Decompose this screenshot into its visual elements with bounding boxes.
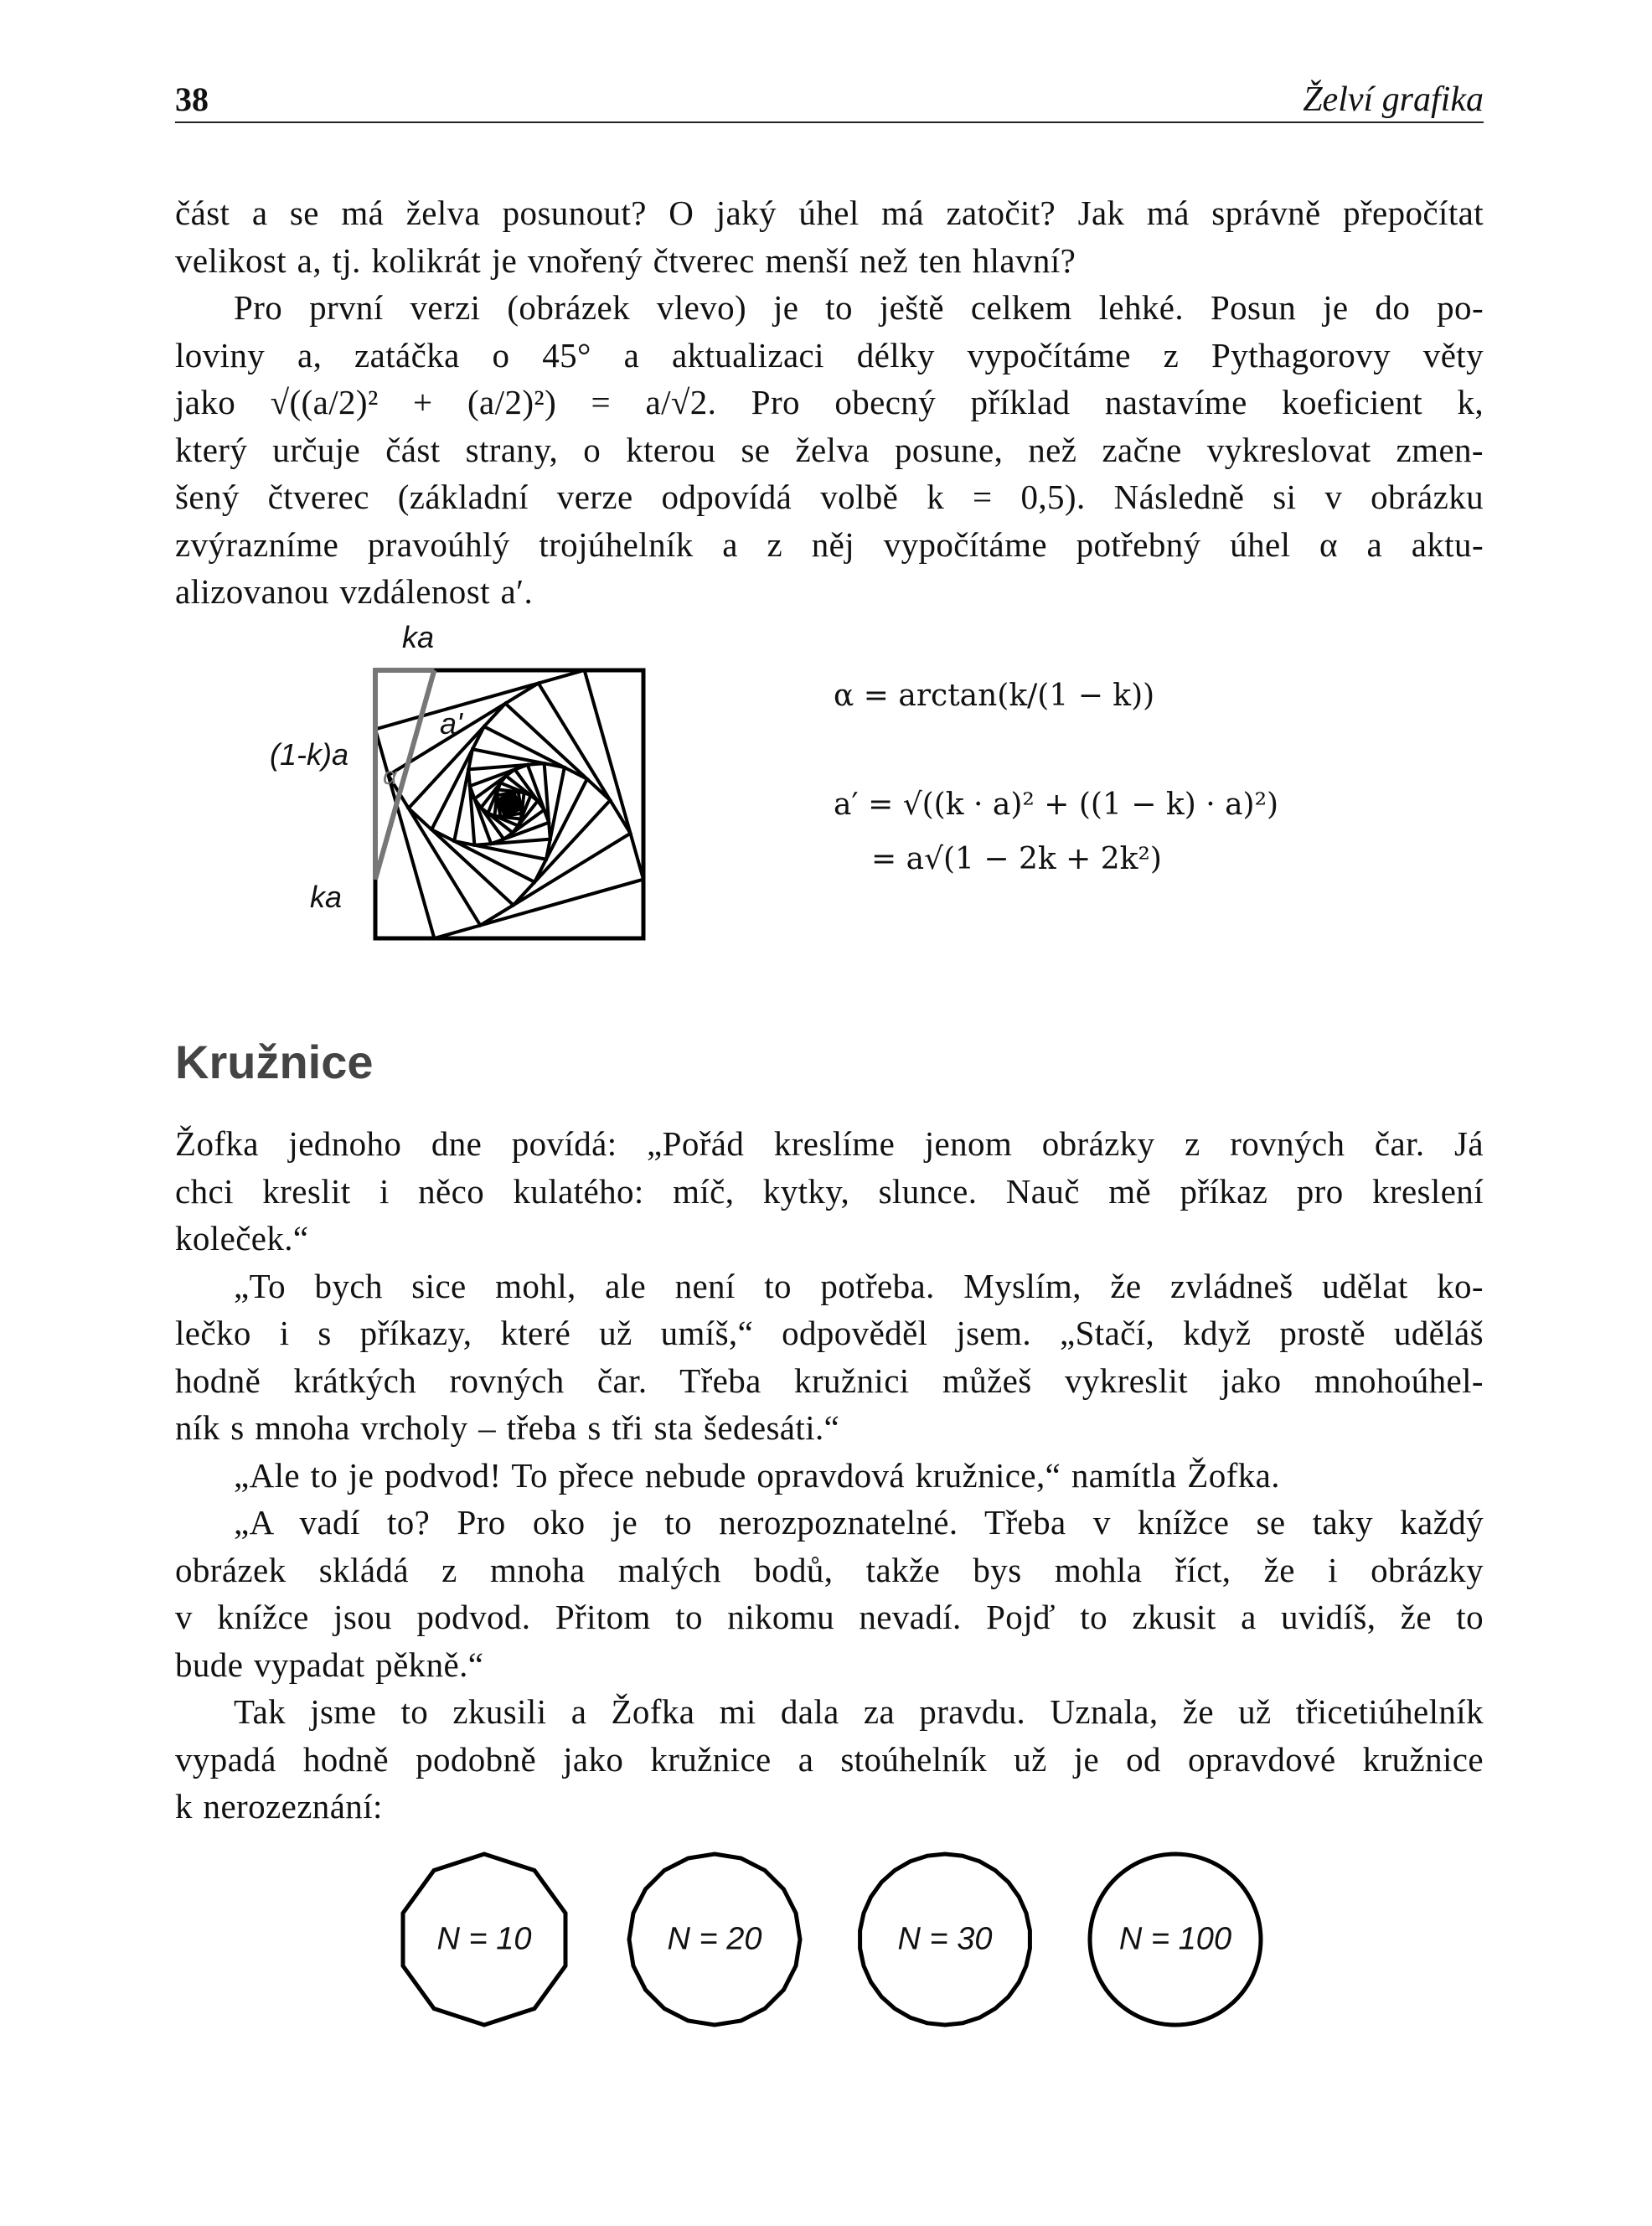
text-line: Žofka jednoho dne povídá: „Pořád kreslíme jenom obrázky z rovných čar. Já: [175, 1124, 1484, 1163]
text-line: velikost a, tj. kolikrát je vnořený čtverec menší než ten hlavní?: [175, 240, 1076, 280]
label-ka-top: ka: [402, 620, 435, 654]
text-line: Pro první verzi (obrázek vlevo) je to ještě celkem lehké. Posun je do po-: [234, 288, 1484, 327]
text-line: „A vadí to? Pro oko je to nerozpoznatelné. Třeba v knížce se taky každý: [234, 1503, 1484, 1542]
text-line: obrázek skládá z mnoha malých bodů, takže bys mohla říct, že i obrázky: [175, 1550, 1484, 1589]
text-line: jako √((a/2)² + (a/2)²) = a/√2. Pro obecný příklad nastavíme koeficient k,: [175, 383, 1484, 421]
text-line: k nerozeznání:: [175, 1787, 383, 1826]
text-line: „Ale to je podvod! To přece nebude opravdová kružnice,“ namítla Žofka.: [234, 1455, 1280, 1495]
polygon-label: N = 20: [667, 1921, 762, 1957]
section-title: Kružnice: [175, 1036, 374, 1088]
text-line: „To bych sice mohl, ale není to potřeba. Myslím, že zvládneš udělat ko-: [234, 1266, 1484, 1305]
text-line: bude vypadat pěkně.“: [175, 1645, 484, 1684]
polygon-figures: [0, 1826, 1652, 2061]
formula-a-prime: a′ = √((k · a)² + ((1 − k) · a)²): [834, 788, 1279, 822]
polygon-label: N = 30: [897, 1921, 993, 1957]
running-header: [175, 80, 1484, 123]
text-line: zvýrazníme pravoúhlý trojúhelník a z něj vypočítáme potřebný úhel α a aktu-: [175, 524, 1484, 564]
spiral-squares-figure: [251, 620, 687, 958]
formula-a-prime-simplified: = a√(1 − 2k + 2k²): [871, 842, 1162, 876]
text-line: šený čtverec (základní verze odpovídá volbě k = 0,5). Následně si v obrázku: [175, 478, 1484, 516]
text-line: lečko i s příkazy, které už umíš,“ odpověděl jsem. „Stačí, když prostě uděláš: [175, 1314, 1484, 1352]
page-number: 38: [175, 80, 209, 118]
text-line: koleček.“: [175, 1219, 309, 1258]
text-line: v knížce jsou podvod. Přitom to nikomu nevadí. Pojď to zkusit a uvidíš, že to: [175, 1598, 1484, 1636]
text-line: část a se má želva posunout? O jaký úhel má zatočit? Jak má správně přepočítat: [175, 194, 1484, 232]
text-line: Tak jsme to zkusili a Žofka mi dala za pravdu. Uznala, že už třicetiúhelník: [234, 1692, 1484, 1731]
text-line: hodně krátkých rovných čar. Třeba kružnici můžeš vykreslit jako mnohoúhel-: [175, 1361, 1484, 1400]
polygon-label: N = 100: [1118, 1921, 1232, 1957]
text-line: vypadá hodně podobně jako kružnice a stoúhelník už je od opravdové kružnice: [175, 1739, 1484, 1779]
text-line: ník s mnoha vrcholy – třeba s tři sta šedesáti.“: [175, 1408, 840, 1447]
text-line: který určuje část strany, o kterou se želva posune, než začne vykreslovat zmen-: [175, 430, 1484, 469]
text-line: loviny a, zatáčka o 45° a aktualizaci délky vypočítáme z Pythagorovy věty: [175, 335, 1484, 374]
label-a-prime: a': [440, 706, 462, 741]
label-1-k-a: (1-k)a: [270, 737, 349, 772]
label-ka-bottom: ka: [310, 880, 343, 914]
polygon-label: N = 10: [436, 1921, 532, 1957]
text-line: alizovanou vzdálenost a′.: [175, 572, 534, 611]
formula-alpha: α = arctan(k/(1 − k)): [834, 679, 1155, 713]
text-line: chci kreslit i něco kulatého: míč, kytky, slunce. Nauč mě příkaz pro kreslení: [175, 1171, 1484, 1211]
running-title: Želví grafika: [1303, 80, 1484, 119]
label-alpha: α: [383, 762, 398, 790]
